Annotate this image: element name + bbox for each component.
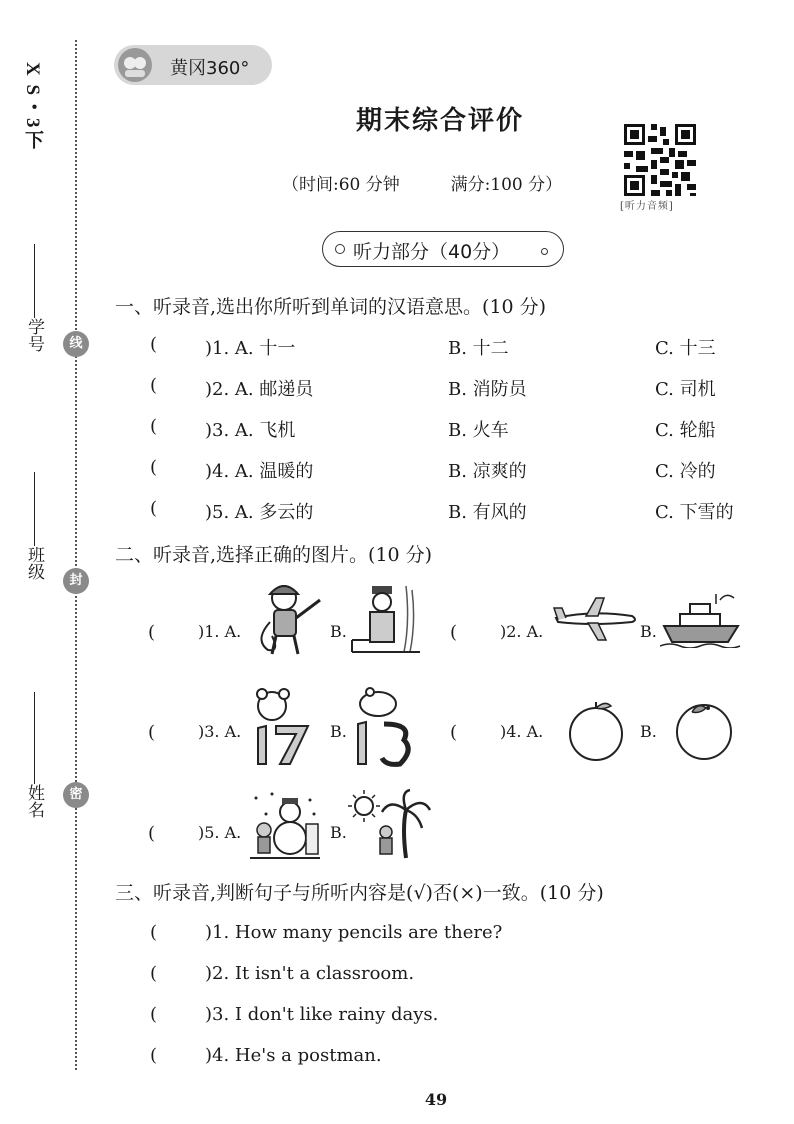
airplane-icon[interactable] xyxy=(552,596,638,642)
answer-blank[interactable]: ( xyxy=(150,334,158,355)
answer-blank[interactable]: ( xyxy=(148,622,156,643)
s3-q2-sentence: )2. It isn't a classroom. xyxy=(205,963,415,984)
book-code: X S・3下 xyxy=(22,62,43,151)
page-number: 49 xyxy=(424,1090,448,1109)
section1-heading: 一、听录音,选出你所听到单词的汉语意思。(10 分) xyxy=(115,296,547,318)
s3-q4-sentence: )4. He's a postman. xyxy=(205,1045,382,1066)
class-label: 班级 xyxy=(24,546,44,580)
s1-q5-option-c: C. 下雪的 xyxy=(655,502,734,523)
s1-q2-option-b: B. 消防员 xyxy=(448,379,527,400)
binding-dotted-line xyxy=(75,40,77,1070)
qr-code-icon[interactable] xyxy=(624,124,696,196)
s2-q1-b-label: B. xyxy=(330,622,347,641)
exam-score: 满分:100 分） xyxy=(450,175,563,195)
answer-blank[interactable]: ( xyxy=(148,823,156,844)
s2-q5-label: )5. A. xyxy=(198,823,242,842)
banner-bullet-right xyxy=(541,248,548,255)
answer-blank[interactable]: ( xyxy=(450,622,458,643)
answer-blank[interactable]: ( xyxy=(150,1004,158,1025)
s2-q4-label: )4. A. xyxy=(500,722,544,741)
banner-bullet-left xyxy=(335,244,345,254)
s2-q3-b-label: B. xyxy=(330,722,347,741)
s3-q1-sentence: )1. How many pencils are there? xyxy=(205,922,503,943)
s1-q5-option-a: )5. A. 多云的 xyxy=(205,502,314,523)
s1-q3-option-c: C. 轮船 xyxy=(655,420,716,441)
exam-time: （时间:60 分钟 xyxy=(282,175,400,195)
s2-q3-label: )3. A. xyxy=(198,722,242,741)
s1-q3-option-a: )3. A. 飞机 xyxy=(205,420,296,441)
seal-xian: 线 xyxy=(63,331,89,357)
class-underline xyxy=(34,472,35,546)
firefighter-icon[interactable] xyxy=(250,580,325,658)
s2-q5-b-label: B. xyxy=(330,823,347,842)
s2-q2-b-label: B. xyxy=(640,622,657,641)
section3-heading: 三、听录音,判断句子与所听内容是(√)否(×)一致。(10 分) xyxy=(115,882,604,904)
seal-feng: 封 xyxy=(63,568,89,594)
orange-icon[interactable] xyxy=(672,700,736,762)
ship-icon[interactable] xyxy=(660,592,742,648)
s1-q4-option-a: )4. A. 温暖的 xyxy=(205,461,314,482)
s1-q4-option-c: C. 冷的 xyxy=(655,461,716,482)
answer-blank[interactable]: ( xyxy=(150,922,158,943)
s1-q3-option-b: B. 火车 xyxy=(448,420,509,441)
s1-q1-option-b: B. 十二 xyxy=(448,338,509,359)
answer-blank[interactable]: ( xyxy=(150,416,158,437)
s1-q1-option-c: C. 十三 xyxy=(655,338,716,359)
brand-logo-icon xyxy=(118,48,152,82)
brand-name: 黄冈360° xyxy=(170,58,250,79)
seal-mi: 密 xyxy=(63,782,89,808)
class-field[interactable] xyxy=(22,466,47,580)
answer-blank[interactable]: ( xyxy=(150,375,158,396)
student-id-label: 学号 xyxy=(24,318,44,352)
s2-q2-label: )2. A. xyxy=(500,622,544,641)
answer-blank[interactable]: ( xyxy=(150,963,158,984)
s3-q3-sentence: )3. I don't like rainy days. xyxy=(205,1004,439,1025)
hippo-number-thirteen-icon[interactable] xyxy=(350,684,420,768)
apple-icon[interactable] xyxy=(565,700,627,762)
brand-pill xyxy=(114,45,272,85)
sunny-palm-tree-icon[interactable] xyxy=(346,788,432,860)
answer-blank[interactable]: ( xyxy=(150,498,158,519)
student-id-field[interactable] xyxy=(22,238,47,352)
s1-q1-option-a: )1. A. 十一 xyxy=(205,338,296,359)
answer-blank[interactable]: ( xyxy=(450,722,458,743)
policeman-icon[interactable] xyxy=(350,582,422,656)
answer-blank[interactable]: ( xyxy=(148,722,156,743)
s2-q1-label: )1. A. xyxy=(198,622,242,641)
s1-q2-option-c: C. 司机 xyxy=(655,379,716,400)
student-id-underline xyxy=(34,244,35,318)
snowman-winter-icon[interactable] xyxy=(250,790,320,862)
s1-q2-option-a: )2. A. 邮递员 xyxy=(205,379,314,400)
listening-banner xyxy=(322,231,564,267)
page-title: 期末综合评价 xyxy=(355,106,524,136)
bear-number-seventeen-icon[interactable] xyxy=(250,684,316,768)
s1-q5-option-b: B. 有风的 xyxy=(448,502,527,523)
exam-info xyxy=(282,170,562,195)
s2-q4-b-label: B. xyxy=(640,722,657,741)
name-underline xyxy=(34,692,35,784)
qr-caption: [听力音频] xyxy=(620,201,674,212)
s1-q4-option-b: B. 凉爽的 xyxy=(448,461,527,482)
name-field[interactable] xyxy=(22,686,47,818)
answer-blank[interactable]: ( xyxy=(150,457,158,478)
name-label: 姓名 xyxy=(24,784,44,818)
listening-banner-label: 听力部分（40分） xyxy=(353,241,511,263)
answer-blank[interactable]: ( xyxy=(150,1045,158,1066)
section2-heading: 二、听录音,选择正确的图片。(10 分) xyxy=(115,544,433,566)
